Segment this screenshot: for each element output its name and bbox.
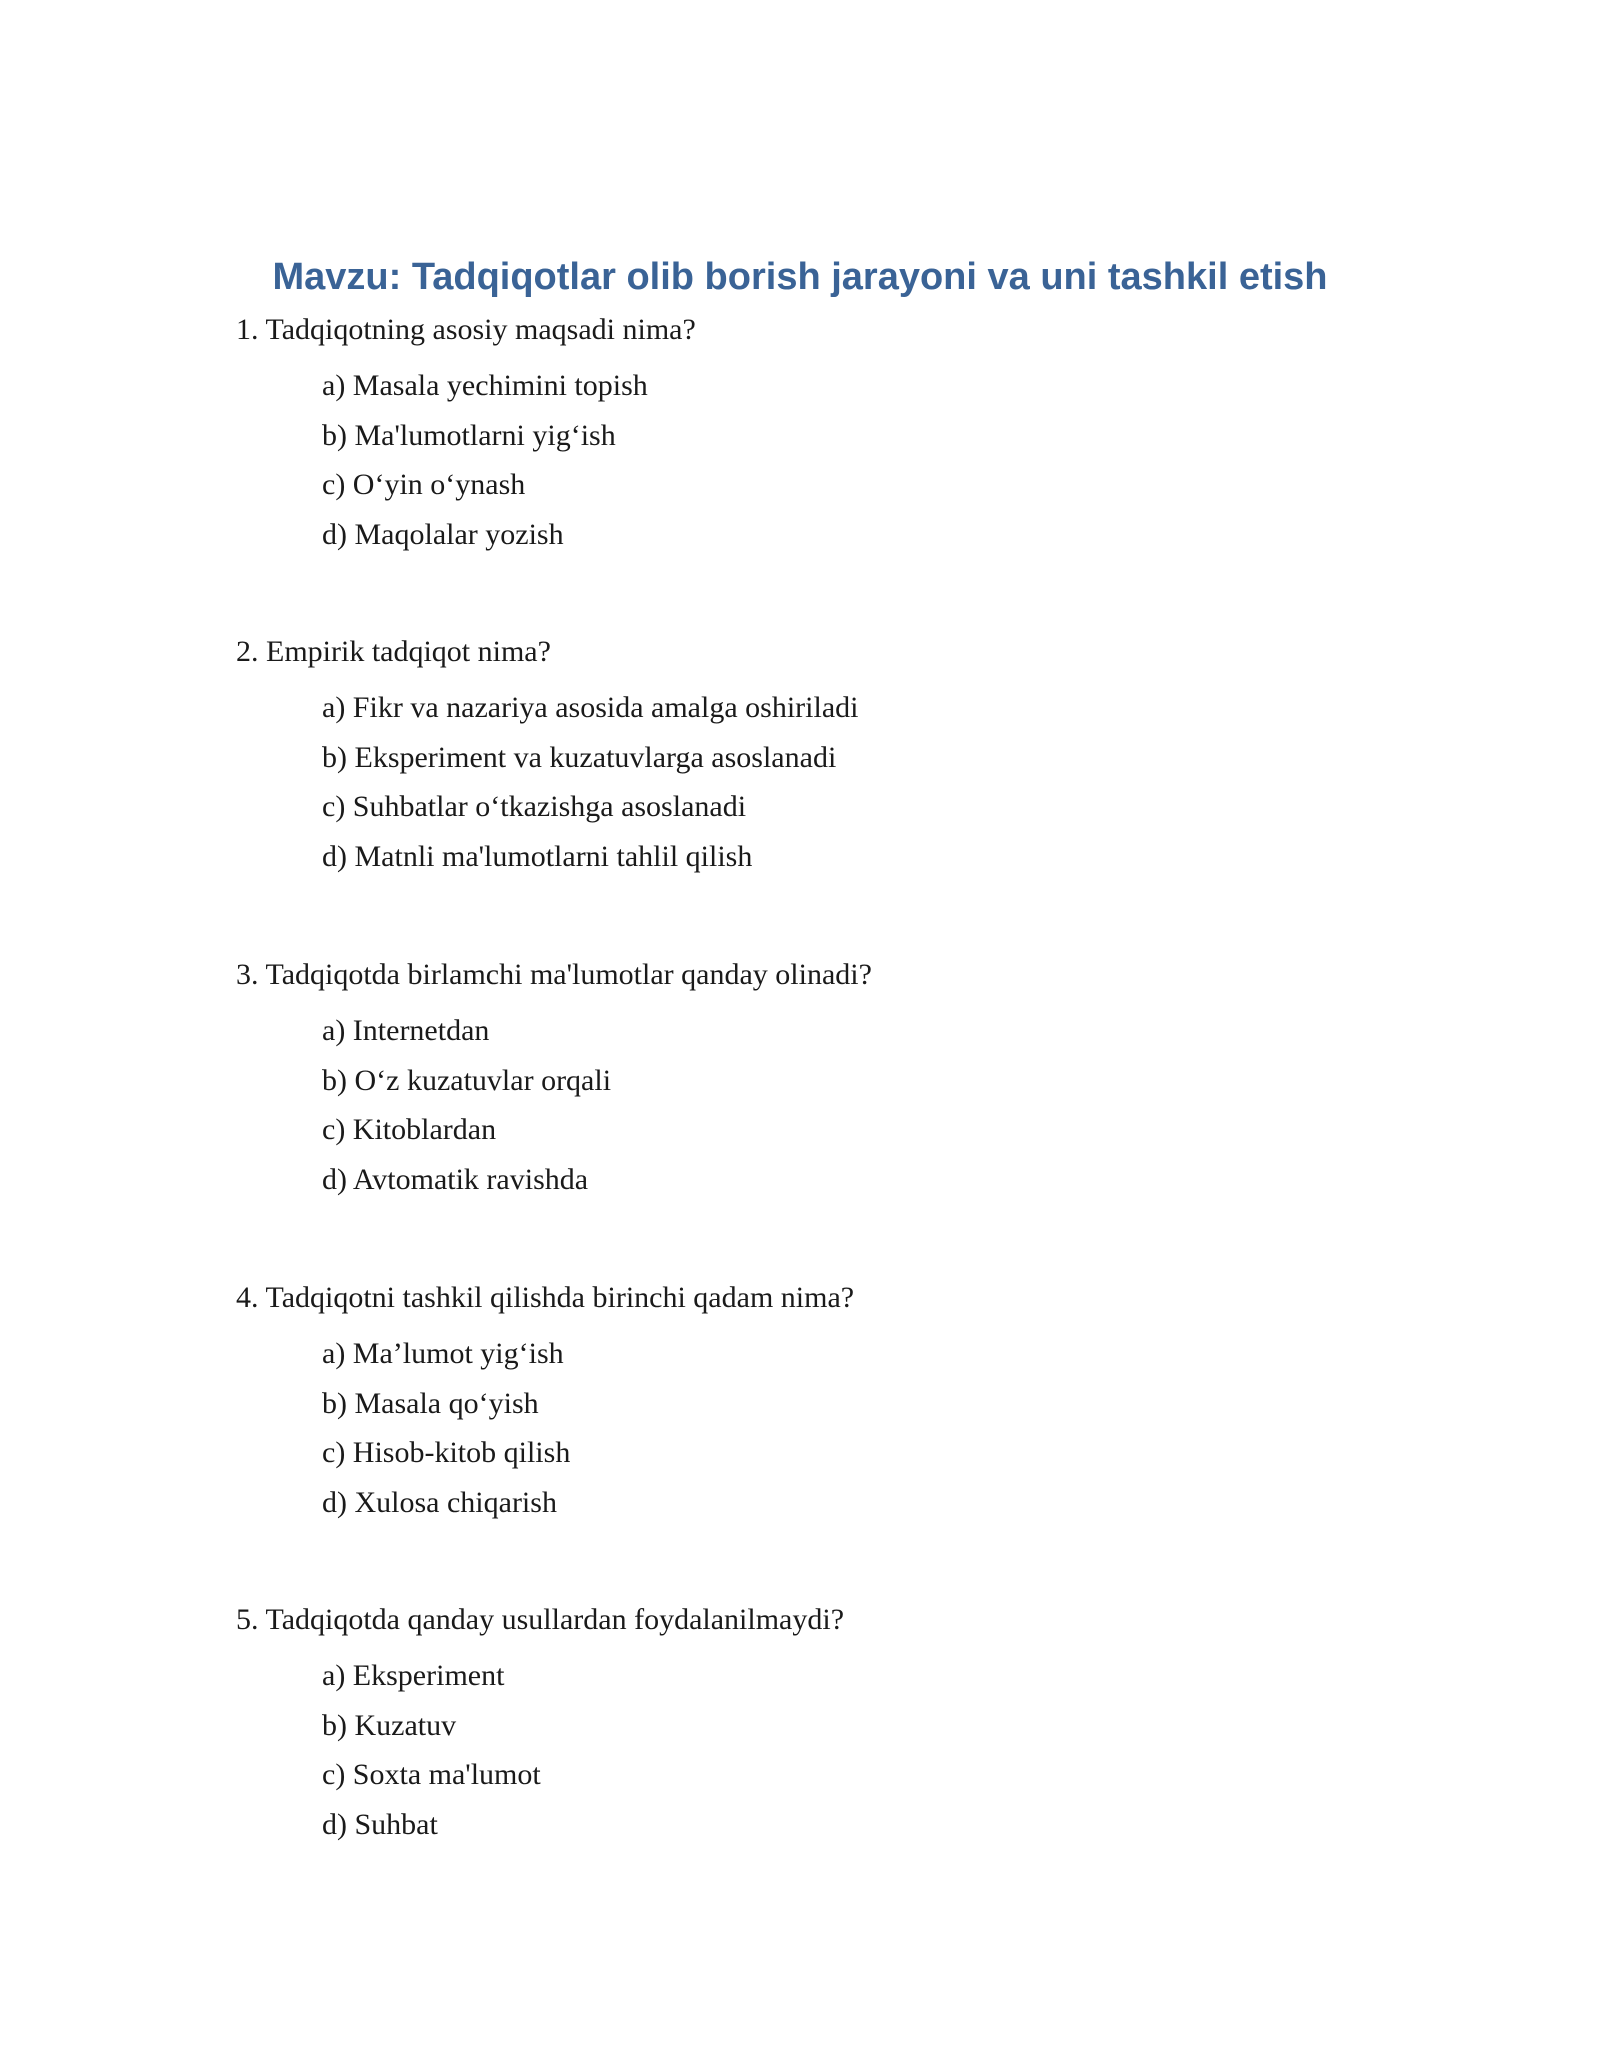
question-1 <box>236 310 1436 564</box>
question-4 <box>236 1278 1436 1532</box>
option-c: c) Hisob-kitob qilish <box>322 1436 571 1469</box>
question-text: 3. Tadqiqotda birlamchi ma'lumotlar qanday olinadi? <box>236 958 872 991</box>
option-d: d) Matnli ma'lumotlarni tahlil qilish <box>322 839 753 873</box>
option-d: d) Maqolalar yozish <box>322 517 564 551</box>
option-b: b) O‘z kuzatuvlar orqali <box>322 1063 612 1097</box>
question-text: 2. Empirik tadqiqot nima? <box>236 635 551 668</box>
question-text: 5. Tadqiqotda qanday usullardan foydalanilmaydi? <box>236 1603 845 1636</box>
option-a: a) Masala yechimini topish <box>322 369 648 402</box>
document-title: Mavzu: Tadqiqotlar olib borish jarayoni va uni tashkil etish <box>272 256 1328 298</box>
question-3 <box>236 955 1436 1209</box>
options-list <box>322 1656 1436 1854</box>
option-c: c) Suhbatlar o‘tkazishga asoslanadi <box>322 790 747 823</box>
option-b: b) Eksperiment va kuzatuvlarga asoslanadi <box>322 740 837 774</box>
option-a: a) Ma’lumot yig‘ish <box>322 1337 564 1370</box>
options-list <box>322 1011 1436 1209</box>
option-d: d) Avtomatik ravishda <box>322 1162 589 1196</box>
option-c: c) Kitoblardan <box>322 1113 497 1146</box>
options-list <box>322 688 1436 886</box>
question-text: 4. Tadqiqotni tashkil qilishda birinchi qadam nima? <box>236 1281 855 1314</box>
option-b: b) Kuzatuv <box>322 1708 457 1742</box>
option-d: d) Suhbat <box>322 1807 438 1841</box>
option-c: c) Soxta ma'lumot <box>322 1758 541 1791</box>
options-list <box>322 1334 1436 1532</box>
question-text: 1. Tadqiqotning asosiy maqsadi nima? <box>236 313 696 346</box>
option-a: a) Eksperiment <box>322 1659 505 1692</box>
option-b: b) Masala qo‘yish <box>322 1386 539 1420</box>
option-d: d) Xulosa chiqarish <box>322 1485 557 1519</box>
question-2 <box>236 632 1436 886</box>
option-a: a) Internetdan <box>322 1014 490 1047</box>
option-b: b) Ma'lumotlarni yig‘ish <box>322 418 616 452</box>
option-c: c) O‘yin o‘ynash <box>322 468 526 501</box>
question-5 <box>236 1600 1436 1854</box>
option-a: a) Fikr va nazariya asosida amalga oshiriladi <box>322 691 859 724</box>
options-list <box>322 366 1436 564</box>
